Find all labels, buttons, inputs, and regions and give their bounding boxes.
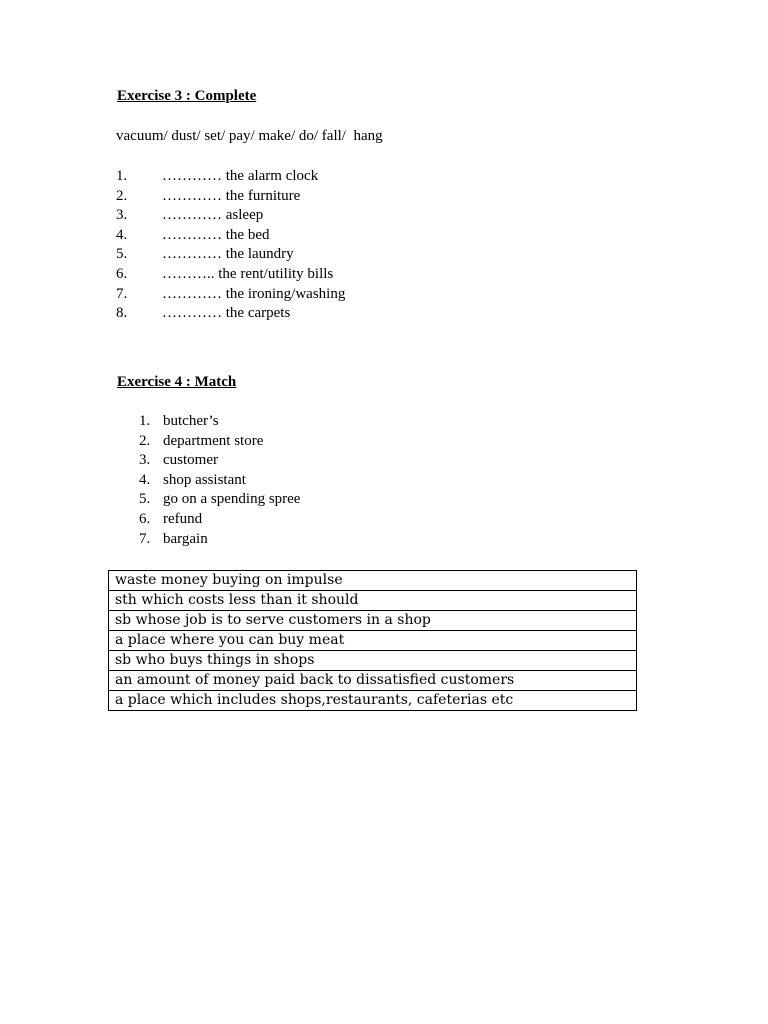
exercise4-item: [139, 451, 300, 471]
exercise3-item: [116, 245, 345, 265]
definition-cell: an amount of money paid back to dissatisfied customers: [109, 671, 637, 691]
exercise4-title: Exercise 4 : Match: [117, 374, 237, 390]
item-number: 4.: [116, 226, 128, 243]
item-text: ………… asleep: [162, 207, 264, 224]
item-number: 6.: [139, 510, 151, 527]
item-number: 7.: [139, 530, 151, 547]
item-text: ………… the bed: [162, 226, 270, 243]
item-number: 6.: [116, 265, 128, 282]
table-row: [109, 591, 637, 611]
item-text: ………… the laundry: [162, 246, 294, 263]
item-number: 1.: [139, 413, 151, 429]
item-text: butcher’s: [163, 413, 219, 429]
item-text: ……….. the rent/utility bills: [162, 265, 334, 282]
exercise4-item: [139, 530, 300, 550]
exercise3-word-bank: vacuum/ dust/ set/ pay/ make/ do/ fall/ hang: [116, 128, 383, 144]
item-number: 3.: [116, 207, 128, 224]
item-text: bargain: [163, 530, 208, 547]
item-text: go on a spending spree: [163, 491, 301, 508]
table-row: [109, 571, 637, 591]
exercise3-item: [116, 285, 345, 305]
item-number: 3.: [139, 452, 151, 469]
item-text: ………… the alarm clock: [162, 168, 319, 184]
exercise4-item: [139, 510, 300, 530]
exercise3-item: [116, 187, 345, 207]
item-number: 2.: [139, 432, 151, 449]
exercise4-item: [139, 490, 300, 510]
item-text: ………… the ironing/washing: [162, 285, 346, 302]
exercise3-item: [116, 206, 345, 226]
exercise3-list: [116, 167, 345, 324]
exercise3-item: [116, 265, 345, 285]
table-row: [109, 671, 637, 691]
exercise3-item: [116, 226, 345, 246]
item-number: 5.: [139, 491, 151, 508]
item-text: customer: [163, 452, 218, 469]
item-number: 1.: [116, 168, 128, 184]
table-row: [109, 691, 637, 711]
definition-cell: a place where you can buy meat: [109, 631, 637, 651]
item-number: 4.: [139, 471, 151, 488]
definition-cell: sb who buys things in shops: [109, 651, 637, 671]
item-text: ………… the furniture: [162, 187, 301, 204]
definition-cell: a place which includes shops,restaurants, cafeterias etc: [109, 691, 637, 711]
exercise4-item: [139, 432, 300, 452]
table-row: [109, 631, 637, 651]
item-number: 8.: [116, 305, 128, 322]
item-number: 7.: [116, 285, 128, 302]
definition-cell: sth which costs less than it should: [109, 591, 637, 611]
item-text: refund: [163, 510, 203, 527]
exercise4-list: [139, 412, 300, 549]
item-number: 5.: [116, 246, 128, 263]
definition-cell: waste money buying on impulse: [109, 571, 637, 591]
exercise3-item: [116, 304, 345, 324]
item-text: department store: [163, 432, 264, 449]
exercise4-item: [139, 471, 300, 491]
definitions-table: [108, 570, 637, 711]
item-text: shop assistant: [163, 471, 246, 488]
exercise4-item: [139, 412, 300, 432]
table-row: [109, 651, 637, 671]
table-row: [109, 611, 637, 631]
exercise3-title: Exercise 3 : Complete: [117, 88, 257, 104]
item-text: ………… the carpets: [162, 305, 291, 322]
exercise3-item: [116, 167, 345, 187]
item-number: 2.: [116, 187, 128, 204]
definition-cell: sb whose job is to serve customers in a shop: [109, 611, 637, 631]
